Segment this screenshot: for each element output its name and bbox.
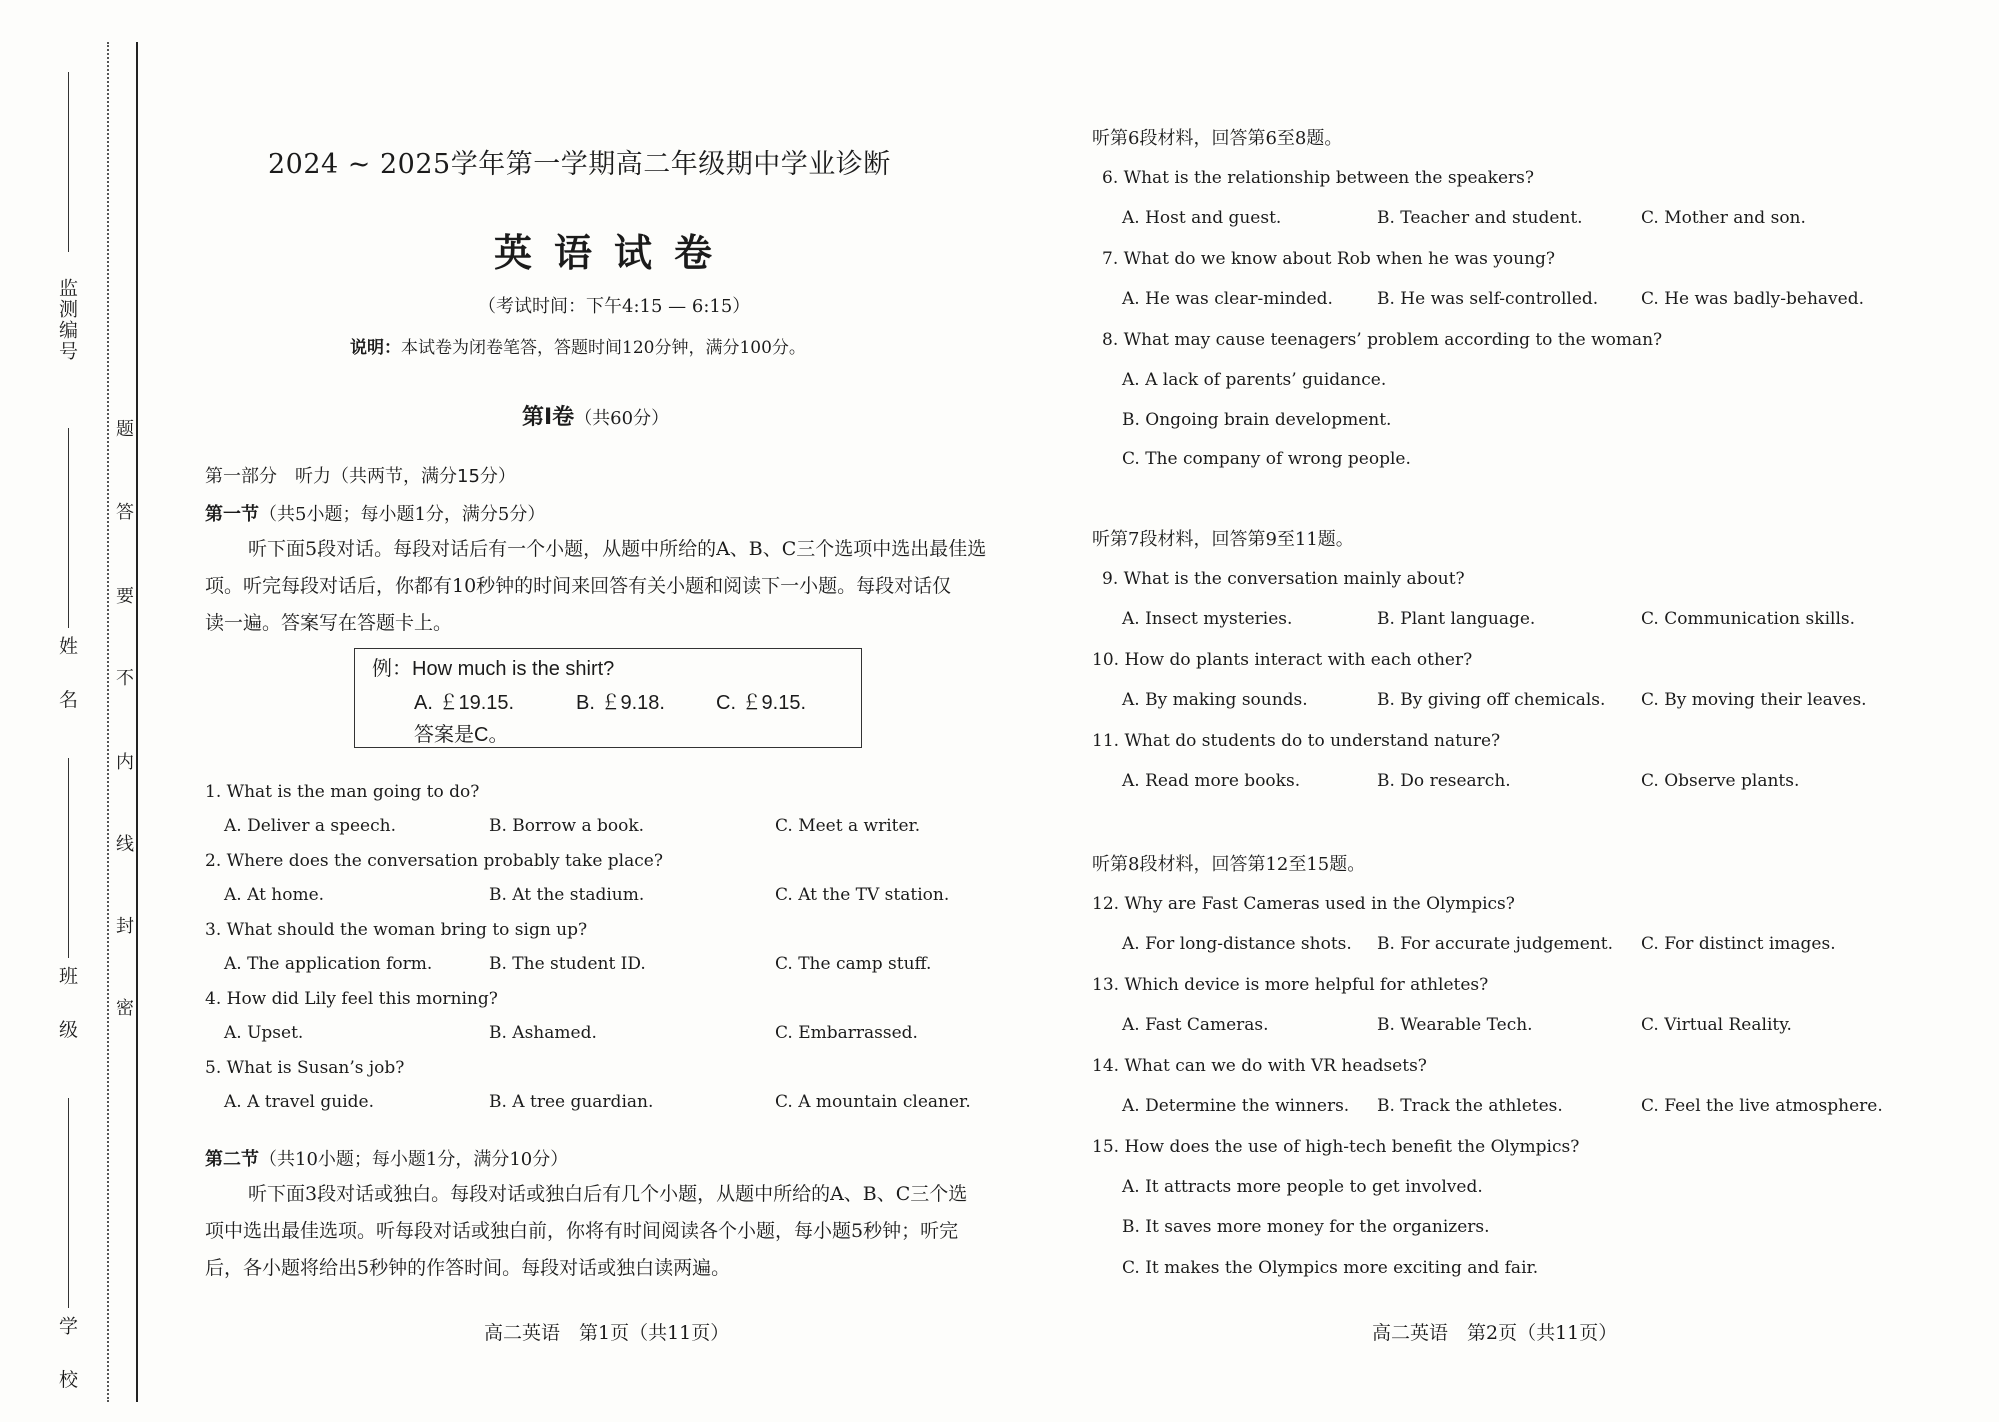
example-answer: 答案是C。 [414,724,509,746]
section2-paragraph-line: 后，各小题将给出5秒钟的作答时间。每段对话或独白读两遍。 [205,1257,731,1279]
instructions-text: 本试卷为闭卷笔答，答题时间120分钟，满分100分。 [401,338,806,358]
option-8b: B. Ongoing brain development. [1122,410,1392,430]
volume-heading [522,400,669,431]
option-13a: A. Fast Cameras. [1122,1015,1269,1035]
name-blank [68,428,69,628]
margin-label-text: 姓 名 [56,636,78,723]
option-14b: B. Track the athletes. [1377,1096,1563,1116]
seal-warning-char: 不 [116,668,134,689]
seal-warning-char: 题 [116,419,134,440]
question-11: 11. What do students do to understand nature? [1092,731,1501,751]
option-6a: A. Host and guest. [1122,208,1282,228]
section1-info: （共5小题；每小题1分，满分5分） [259,504,546,525]
class-blank [68,758,69,958]
question-5: 5. What is Susan’s job? [205,1058,405,1078]
volume-label: 第Ⅰ卷 [522,405,575,430]
option-12a: A. For long-distance shots. [1122,934,1352,954]
question-8: 8. What may cause teenagers’ problem according to the woman? [1102,330,1663,350]
volume-score: （共60分） [574,408,670,429]
option-14c: C. Feel the live atmosphere. [1641,1096,1883,1116]
question-14: 14. What can we do with VR headsets? [1092,1056,1427,1076]
question-9: 9. What is the conversation mainly about? [1102,569,1465,589]
option-6b: B. Teacher and student. [1377,208,1583,228]
seal-dotted-line [107,42,109,1402]
margin-label-text: 班 级 [56,966,78,1053]
option-1b: B. Borrow a book. [489,816,645,836]
option-4b: B. Ashamed. [489,1023,597,1043]
question-15: 15. How does the use of high-tech benefit the Olympics? [1092,1137,1580,1157]
example-option: C. ￡9.15. [716,692,807,714]
option-5c: C. A mountain cleaner. [775,1092,971,1112]
option-1c: C. Meet a writer. [775,816,921,836]
seal-warning-char: 要 [116,586,134,607]
option-13c: C. Virtual Reality. [1641,1015,1792,1035]
id-number-blank [68,72,69,252]
option-12c: C. For distinct images. [1641,934,1836,954]
margin-label-name [55,636,85,722]
option-12b: B. For accurate judgement. [1377,934,1614,954]
question-4: 4. How did Lily feel this morning? [205,989,498,1009]
section2-info: （共10小题；每小题1分，满分10分） [259,1149,569,1170]
option-4c: C. Embarrassed. [775,1023,918,1043]
option-3c: C. The camp stuff. [775,954,932,974]
option-13b: B. Wearable Tech. [1377,1015,1533,1035]
question-7: 7. What do we know about Rob when he was young? [1102,249,1556,269]
seal-warning-char: 封 [116,916,134,937]
option-11b: B. Do research. [1377,771,1511,791]
part1-heading: 第一部分 听力（共两节，满分15分） [205,466,516,487]
group-header-6: 听第6段材料，回答第6至8题。 [1092,128,1343,149]
option-15c: C. It makes the Olympics more exciting and fair. [1122,1258,1539,1278]
option-11a: A. Read more books. [1122,771,1301,791]
option-3b: B. The student ID. [489,954,646,974]
option-10a: A. By making sounds. [1122,690,1308,710]
margin-label-school [55,1316,85,1402]
example-question: 例：How much is the shirt? [372,658,615,680]
margin-label-id-number [55,278,85,362]
question-2: 2. Where does the conversation probably take place? [205,851,663,871]
question-6: 6. What is the relationship between the speakers? [1102,168,1535,188]
margin-label-class [55,966,85,1052]
option-8c: C. The company of wrong people. [1122,449,1411,469]
option-2c: C. At the TV station. [775,885,950,905]
option-4a: A. Upset. [224,1023,304,1043]
section2-heading [205,1145,568,1171]
option-8a: A. A lack of parents’ guidance. [1122,370,1387,390]
option-9b: B. Plant language. [1377,609,1536,629]
seal-warning-char: 内 [116,752,134,773]
option-9a: A. Insect mysteries. [1122,609,1293,629]
section1-heading [205,500,545,526]
option-6c: C. Mother and son. [1641,208,1806,228]
exam-instructions [350,333,806,358]
group-header-8: 听第8段材料，回答第12至15题。 [1092,854,1366,875]
instructions-label: 说明： [350,338,401,358]
exam-title: 2024 ~ 2025学年第一学期高二年级期中学业诊断 [268,149,891,180]
option-10c: C. By moving their leaves. [1641,690,1867,710]
option-3a: A. The application form. [224,954,433,974]
margin-label-text: 学 校 [56,1316,78,1403]
section2-label: 第二节 [205,1149,259,1170]
seal-warning-char: 线 [116,834,134,855]
option-7a: A. He was clear-minded. [1122,289,1333,309]
section1-paragraph-line: 读一遍。答案写在答题卡上。 [205,612,453,634]
question-1: 1. What is the man going to do? [205,782,480,802]
option-14a: A. Determine the winners. [1122,1096,1350,1116]
section1-paragraph-line: 听下面5段对话。每段对话后有一个小题，从题中所给的A、B、C三个选项中选出最佳选 [248,538,987,560]
section2-paragraph-line: 听下面3段对话或独白。每段对话或独白后有几个小题，从题中所给的A、B、C三个选 [248,1183,968,1205]
option-1a: A. Deliver a speech. [224,816,396,836]
question-10: 10. How do plants interact with each other? [1092,650,1473,670]
page1-footer: 高二英语 第1页（共11页） [484,1322,730,1344]
option-2a: A. At home. [224,885,325,905]
question-13: 13. Which device is more helpful for athletes? [1092,975,1489,995]
margin-label-text: 监测编号 [56,278,78,362]
option-11c: C. Observe plants. [1641,771,1800,791]
option-7c: C. He was badly-behaved. [1641,289,1864,309]
section1-paragraph-line: 项。听完每段对话后，你都有10秒钟的时间来回答有关小题和阅读下一小题。每段对话仅 [205,575,952,597]
option-2b: B. At the stadium. [489,885,645,905]
seal-warning-char: 密 [116,998,134,1019]
option-15a: A. It attracts more people to get involved. [1122,1177,1483,1197]
seal-warning-char: 答 [116,502,134,523]
question-3: 3. What should the woman bring to sign up? [205,920,588,940]
option-7b: B. He was self-controlled. [1377,289,1599,309]
section1-label: 第一节 [205,504,259,525]
option-5b: B. A tree guardian. [489,1092,654,1112]
margin-border-line [136,42,138,1402]
example-option: B. ￡9.18. [576,692,665,714]
option-10b: B. By giving off chemicals. [1377,690,1606,710]
exam-time: （考试时间：下午4:15 — 6:15） [478,296,751,317]
question-12: 12. Why are Fast Cameras used in the Olympics? [1092,894,1515,914]
option-15b: B. It saves more money for the organizers. [1122,1217,1490,1237]
option-5a: A. A travel guide. [224,1092,374,1112]
option-9c: C. Communication skills. [1641,609,1856,629]
group-header-7: 听第7段材料，回答第9至11题。 [1092,529,1354,550]
section2-paragraph-line: 项中选出最佳选项。听每段对话或独白前，你将有时间阅读各个小题，每小题5秒钟；听完 [205,1220,959,1242]
exam-subtitle: 英语试卷 [494,231,735,275]
school-blank [68,1098,69,1308]
example-option: A. ￡19.15. [414,692,515,714]
page2-footer: 高二英语 第2页（共11页） [1372,1322,1618,1344]
